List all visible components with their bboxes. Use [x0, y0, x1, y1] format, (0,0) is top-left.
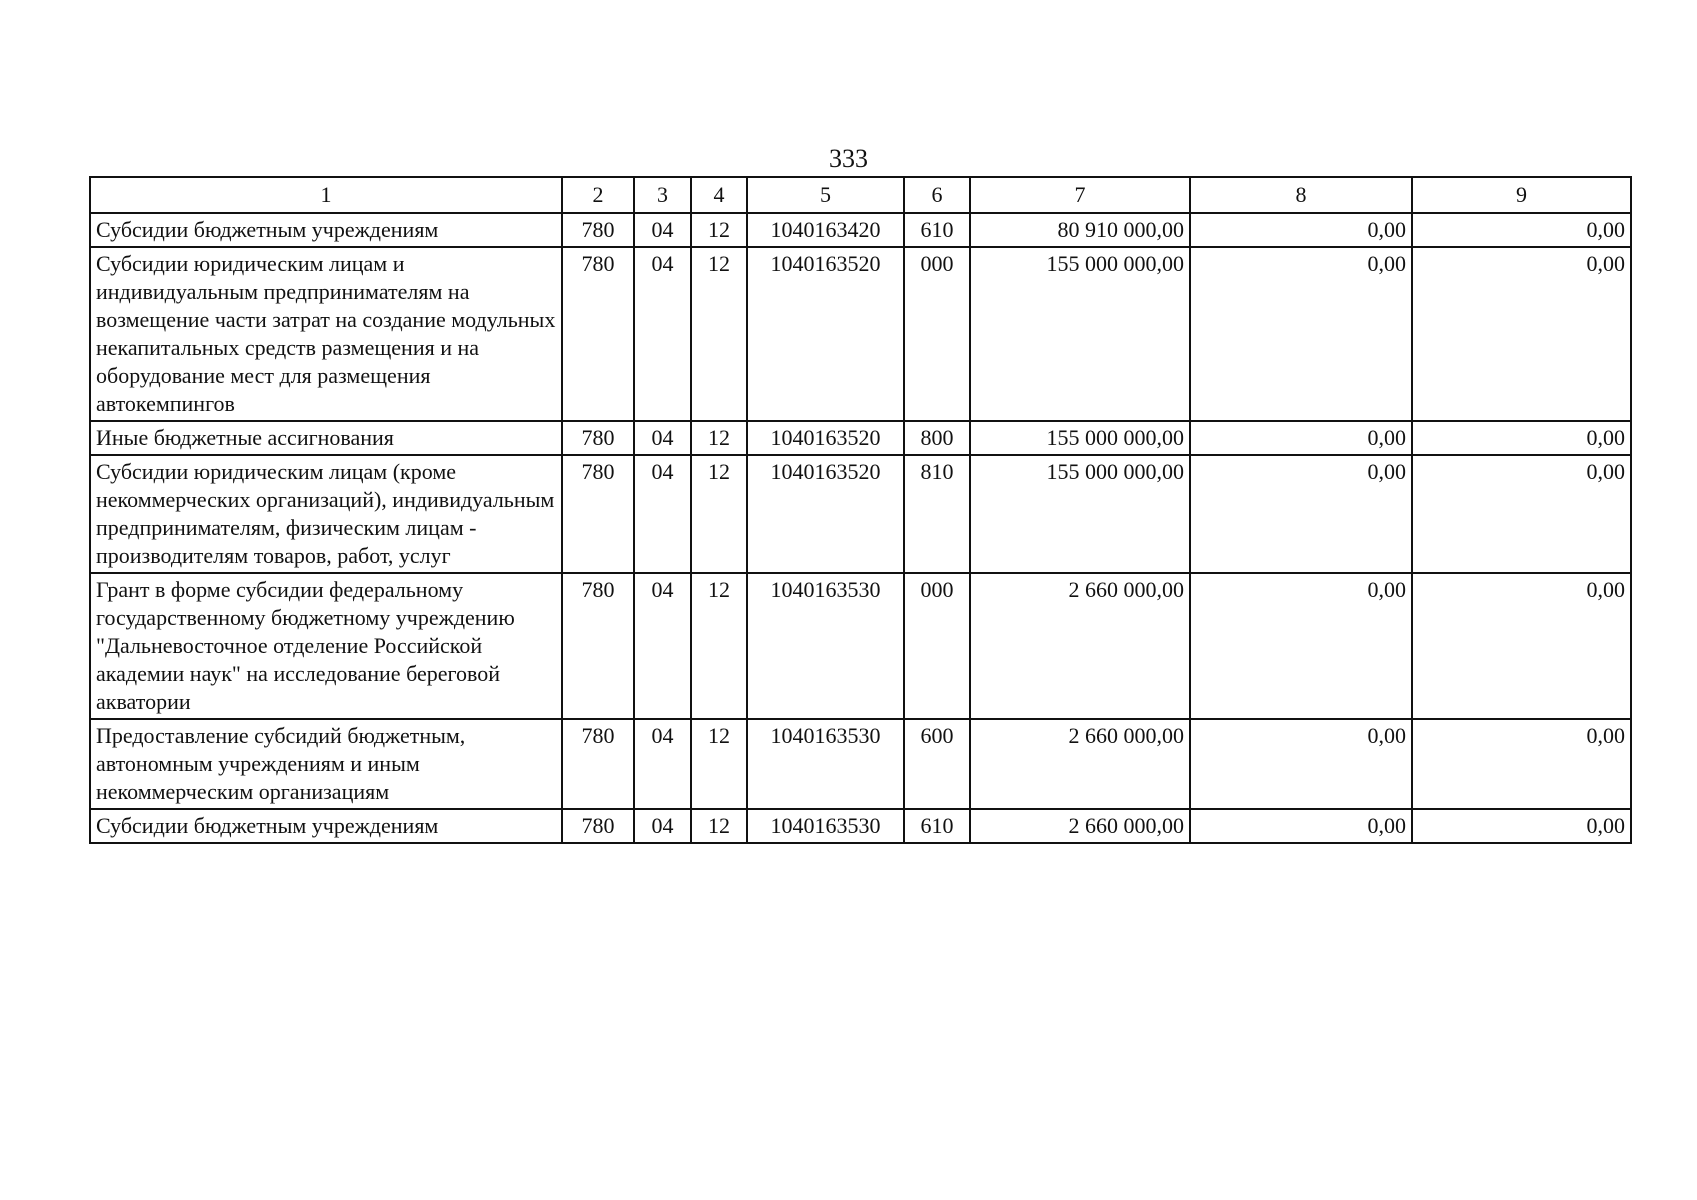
- table-row: [90, 719, 1631, 809]
- page-number: 333: [829, 144, 868, 173]
- column-header-1: 1: [90, 177, 562, 213]
- row-code-5: 1040163520: [747, 421, 904, 455]
- row-amount-7: 155 000 000,00: [970, 247, 1190, 421]
- column-header-4: 4: [691, 177, 747, 213]
- row-code-3: 04: [634, 573, 691, 719]
- row-code-5: 1040163530: [747, 809, 904, 843]
- row-code-4: 12: [691, 455, 747, 573]
- row-code-4: 12: [691, 573, 747, 719]
- row-amount-8: 0,00: [1190, 809, 1412, 843]
- row-code-5: 1040163530: [747, 573, 904, 719]
- column-header-8: 8: [1190, 177, 1412, 213]
- row-code-3: 04: [634, 455, 691, 573]
- row-code-6: 610: [904, 213, 970, 247]
- row-code-6: 000: [904, 573, 970, 719]
- column-header-9: 9: [1412, 177, 1631, 213]
- row-amount-9: 0,00: [1412, 455, 1631, 573]
- column-header-6: 6: [904, 177, 970, 213]
- row-code-5: 1040163520: [747, 455, 904, 573]
- budget-table: [89, 176, 1632, 844]
- row-code-5: 1040163420: [747, 213, 904, 247]
- row-name: Субсидии бюджетным учреждениям: [90, 213, 562, 247]
- row-code-4: 12: [691, 213, 747, 247]
- column-header-3: 3: [634, 177, 691, 213]
- row-amount-9: 0,00: [1412, 213, 1631, 247]
- row-amount-9: 0,00: [1412, 719, 1631, 809]
- row-amount-9: 0,00: [1412, 573, 1631, 719]
- row-code-2: 780: [562, 573, 634, 719]
- row-amount-8: 0,00: [1190, 213, 1412, 247]
- row-name: Предоставление субсидий бюджетным, автономным учреждениям и иным некоммерческим организациям: [90, 719, 562, 809]
- row-code-4: 12: [691, 421, 747, 455]
- row-amount-9: 0,00: [1412, 421, 1631, 455]
- row-amount-7: 80 910 000,00: [970, 213, 1190, 247]
- table-row: [90, 573, 1631, 719]
- row-name: Грант в форме субсидии федеральному государственному бюджетному учреждению "Дальневосточное отделение Российской академии наук" на исследование береговой акватории: [90, 573, 562, 719]
- row-code-5: 1040163520: [747, 247, 904, 421]
- table-row: [90, 809, 1631, 843]
- row-amount-8: 0,00: [1190, 247, 1412, 421]
- row-amount-7: 2 660 000,00: [970, 809, 1190, 843]
- row-code-6: 800: [904, 421, 970, 455]
- table-row: [90, 421, 1631, 455]
- row-code-6: 610: [904, 809, 970, 843]
- table-row: [90, 455, 1631, 573]
- row-code-2: 780: [562, 809, 634, 843]
- row-code-2: 780: [562, 421, 634, 455]
- row-code-3: 04: [634, 809, 691, 843]
- row-code-6: 600: [904, 719, 970, 809]
- row-code-4: 12: [691, 809, 747, 843]
- row-amount-7: 2 660 000,00: [970, 719, 1190, 809]
- row-amount-8: 0,00: [1190, 719, 1412, 809]
- column-header-7: 7: [970, 177, 1190, 213]
- row-amount-9: 0,00: [1412, 809, 1631, 843]
- column-header-5: 5: [747, 177, 904, 213]
- row-name: Субсидии юридическим лицам и индивидуальным предпринимателям на возмещение части затрат на создание модульных некапитальных средств размещения и на оборудование мест для размещения автокемпингов: [90, 247, 562, 421]
- table-header-row: [90, 177, 1631, 213]
- row-code-2: 780: [562, 247, 634, 421]
- row-amount-8: 0,00: [1190, 573, 1412, 719]
- row-code-6: 000: [904, 247, 970, 421]
- table-row: [90, 247, 1631, 421]
- row-code-2: 780: [562, 213, 634, 247]
- row-amount-7: 2 660 000,00: [970, 573, 1190, 719]
- row-name: Субсидии бюджетным учреждениям: [90, 809, 562, 843]
- row-amount-8: 0,00: [1190, 455, 1412, 573]
- row-amount-9: 0,00: [1412, 247, 1631, 421]
- row-code-4: 12: [691, 247, 747, 421]
- row-code-5: 1040163530: [747, 719, 904, 809]
- row-code-3: 04: [634, 213, 691, 247]
- row-amount-8: 0,00: [1190, 421, 1412, 455]
- row-code-4: 12: [691, 719, 747, 809]
- row-amount-7: 155 000 000,00: [970, 421, 1190, 455]
- row-code-2: 780: [562, 455, 634, 573]
- row-code-2: 780: [562, 719, 634, 809]
- row-name: Субсидии юридическим лицам (кроме некоммерческих организаций), индивидуальным предпринимателям, физическим лицам - производителям товаров, работ, услуг: [90, 455, 562, 573]
- row-code-3: 04: [634, 247, 691, 421]
- row-amount-7: 155 000 000,00: [970, 455, 1190, 573]
- row-name: Иные бюджетные ассигнования: [90, 421, 562, 455]
- table-row: [90, 213, 1631, 247]
- row-code-3: 04: [634, 719, 691, 809]
- column-header-2: 2: [562, 177, 634, 213]
- row-code-3: 04: [634, 421, 691, 455]
- row-code-6: 810: [904, 455, 970, 573]
